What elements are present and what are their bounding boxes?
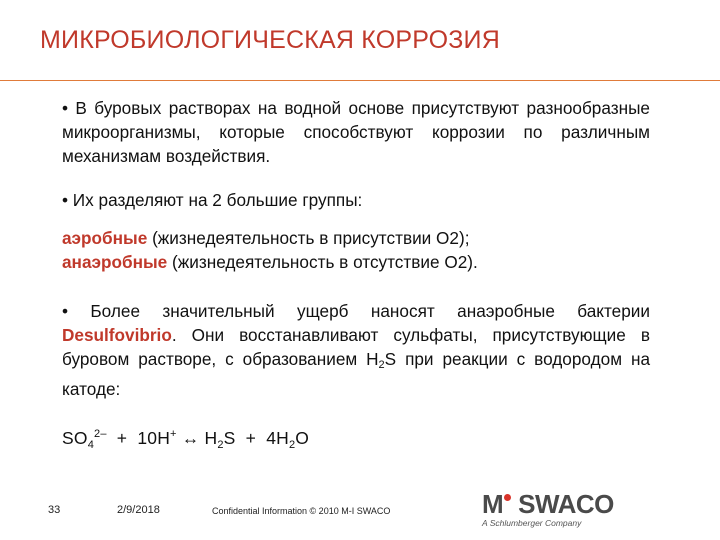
bullet-groups: • Их разделяют на 2 большие группы: <box>62 190 363 210</box>
group-anaerobic <box>62 250 650 274</box>
logo-m: M <box>482 489 504 519</box>
slide-body <box>62 96 650 457</box>
anaerobic-description: (жизнедеятельность в отсутствие О2). <box>167 252 478 272</box>
footer-date: 2/9/2018 <box>117 504 160 516</box>
formula-h-sup: + <box>170 428 177 440</box>
group-aerobic <box>62 226 650 250</box>
logo-dot-icon <box>504 494 511 501</box>
b3-end: S при реакции с водородом на катоде: <box>62 349 650 399</box>
logo-tagline: A Schlumberger Company <box>482 518 582 528</box>
b3-mid: . Они восстанавливают сульфаты, присутствующие в буровом растворе, с образованием H <box>62 325 650 369</box>
footer-confidential: Confidential Information © 2010 M-I SWACO <box>212 506 391 516</box>
page-number: 33 <box>48 504 61 516</box>
bullet-microorganisms: • В буровых растворах на водной основе присутствуют разнообразные микроорганизмы, которые способствуют коррозии по различным механизмам воздействия. <box>62 98 650 166</box>
logo-wordmark <box>482 489 622 520</box>
reaction-formula <box>62 422 650 457</box>
formula-h2o-sub: 2 <box>288 439 296 451</box>
formula-h2s-sub: 2 <box>217 439 224 451</box>
bullet-desulfovibrio <box>62 299 650 401</box>
formula-so-sup: 2– <box>94 428 107 440</box>
b3-subscript: 2 <box>378 359 385 371</box>
aerobic-term: аэробные <box>62 228 148 248</box>
slide-title: МИКРОБИОЛОГИЧЕСКАЯ КОРРОЗИЯ <box>40 26 500 54</box>
formula-o: O <box>295 428 310 448</box>
title-divider <box>0 80 720 81</box>
desulfovibrio-term: Desulfovibrio <box>62 325 172 345</box>
formula-so: SO <box>62 428 88 448</box>
logo-swaco: SWACO <box>518 489 614 519</box>
formula-arrow: ↔ H <box>176 428 218 448</box>
formula-so-sub: 4 <box>87 439 95 451</box>
anaerobic-term: анаэробные <box>62 252 168 272</box>
aerobic-description: (жизнедеятельность в присутствии О2); <box>147 228 470 248</box>
b3-start: • Более значительный ущерб наносят анаэробные бактерии <box>62 301 650 321</box>
mi-swaco-logo <box>482 489 622 531</box>
formula-hydrogen: + 10H <box>106 428 171 448</box>
formula-s: S + 4H <box>223 428 289 448</box>
